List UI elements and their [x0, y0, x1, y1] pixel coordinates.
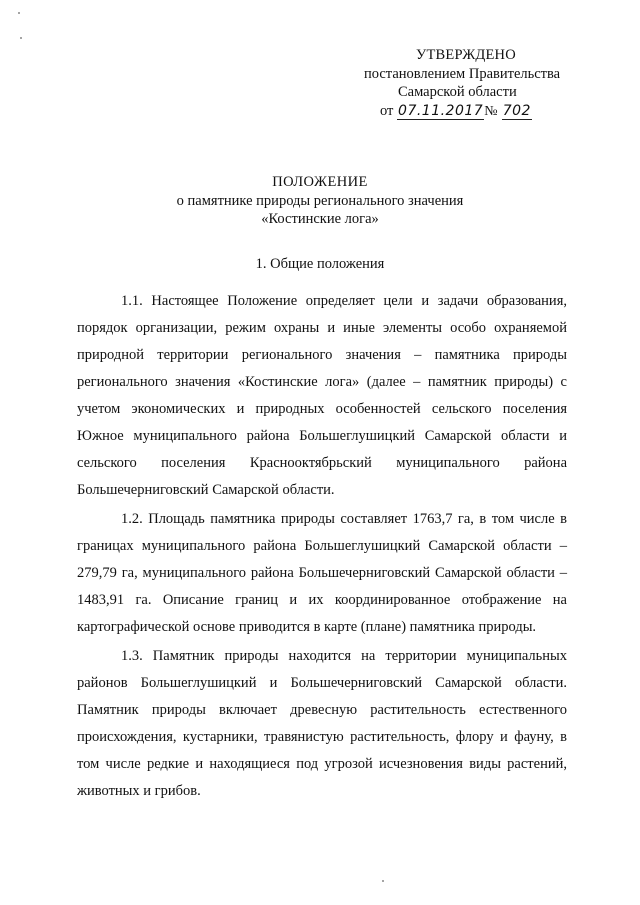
- document-subtitle: о памятнике природы регионального значения: [176, 192, 464, 209]
- scan-speck: [20, 37, 22, 39]
- paragraph-1-1: 1.1. Настоящее Положение определяет цели и задачи образования, порядок организации, режим охраны и иные элементы особо охраняемой природной территории регионального значения – памятника природы регионального значения «Костинские лога» (далее – памятник природы) с учетом экономических и природных особенностей сельского поселения Южное муниципального района Большеглушицкий Самарской области и сельского поселения Краснооктябрьский муниципального района Большечерниговский Самарской области.: [77, 293, 567, 498]
- approval-date-line: [360, 102, 580, 122]
- document-title: ПОЛОЖЕНИЕ: [272, 174, 368, 190]
- document-object-name: «Костинские лога»: [261, 211, 379, 227]
- approved-label: УТВЕРЖДЕНО: [416, 47, 516, 63]
- handwritten-date: 07.11.2017: [398, 102, 484, 119]
- approval-stamp: [360, 46, 580, 121]
- approved-region-line: Самарской области: [398, 84, 517, 100]
- document-body: [77, 288, 567, 807]
- paragraph-1-2: 1.2. Площадь памятника природы составляет 1763,7 га, в том числе в границах муниципального района Большеглушицкий Самарской области – 279,79 га, муниципального района Большечерниговский Самарской области – 1483,91 га. Описание границ и их координированное отображение на картографической основе приводится в карте (плане) памятника природы.: [77, 511, 567, 635]
- approved-by-line: постановлением Правительства: [364, 65, 561, 82]
- scan-speck: [18, 12, 20, 14]
- from-label: от: [380, 102, 394, 119]
- document-title-block: [0, 173, 640, 229]
- section-heading: 1. Общие положения: [255, 256, 385, 272]
- scan-speck: [382, 880, 384, 882]
- number-sign: №: [484, 103, 499, 119]
- paragraph-1-3: 1.3. Памятник природы находится на территории муниципальных районов Большеглушицкий и Большечерниговский Самарской области. Памятник природы включает древесную растительность естественного происхождения, кустарники, травянистую растительность, флору и фауну, в том числе редкие и находящиеся под угрозой исчезновения виды растений, животных и грибов.: [77, 648, 567, 799]
- handwritten-number: 702: [502, 102, 531, 119]
